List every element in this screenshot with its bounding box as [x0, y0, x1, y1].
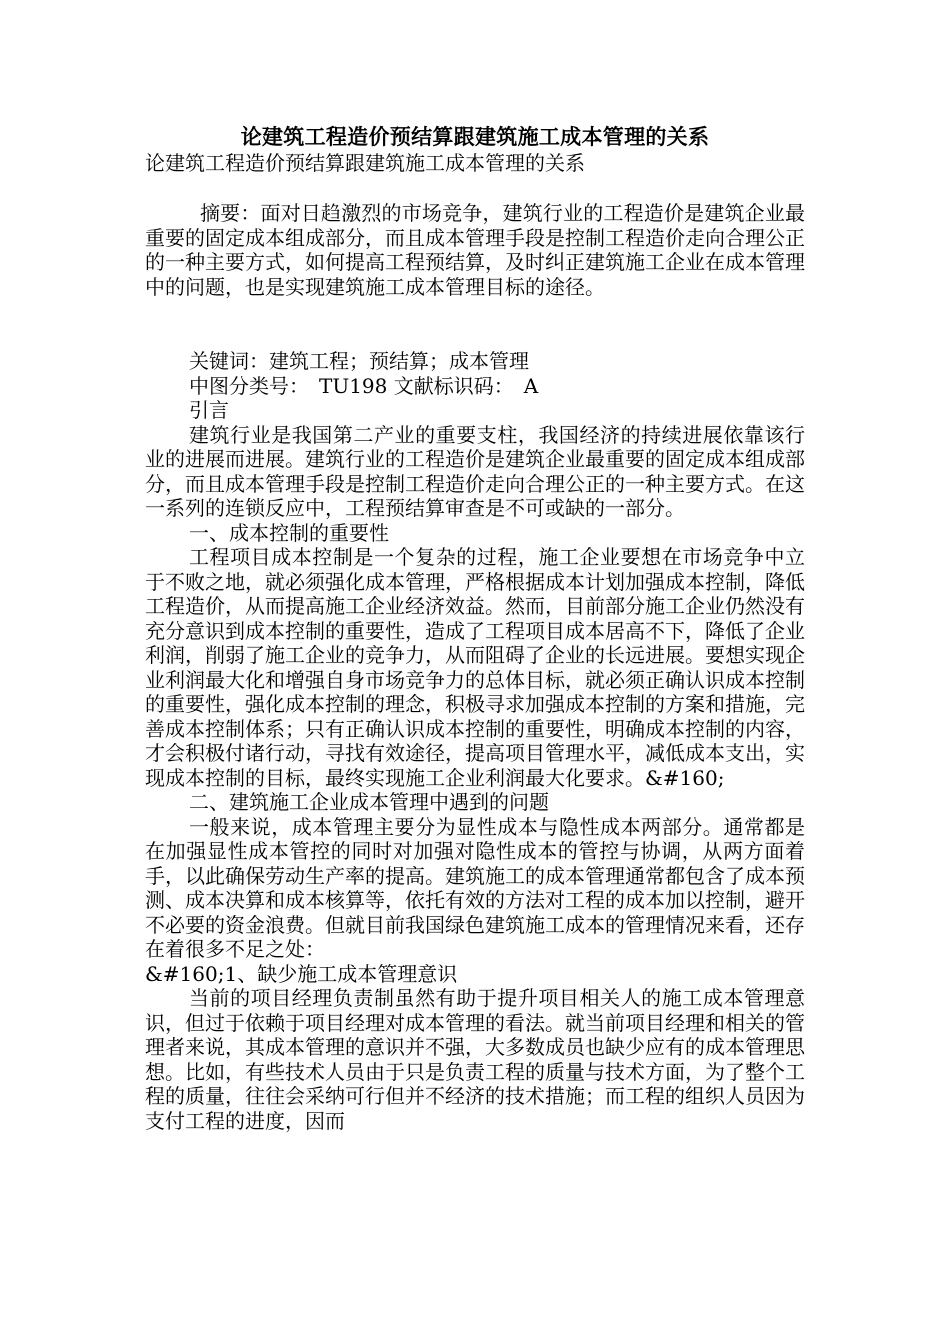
- document-subtitle: 论建筑工程造价预结算跟建筑施工成本管理的关系: [145, 151, 585, 175]
- abstract-paragraph: 摘要：面对日趋激烈的市场竞争，建筑行业的工程造价是建筑企业最重要的固定成本组成部分，而且成本管理手段是控制工程造价走向合理公正的一种主要方式，如何提高工程预结算，及时纠正建筑施工企业在成本管理中的问题，也是实现建筑施工成本管理目标的途径。: [145, 201, 805, 299]
- document-title: 论建筑工程造价预结算跟建筑施工成本管理的关系: [240, 125, 710, 149]
- abstract-block: [145, 201, 805, 299]
- intro-heading: 引言: [189, 398, 229, 422]
- section1-paragraph: 工程项目成本控制是一个复杂的过程，施工企业要想在市场竞争中立于不败之地，就必须强化成本管理，严格根据成本计划加强成本控制，降低工程造价，从而提高施工企业经济效益。然而，目前部分施工企业仍然没有充分意识到成本控制的重要性，造成了工程项目成本居高不下，降低了企业利润，削弱了施工企业的竞争力，从而阻碍了企业的长远进展。要想实现企业利润最大化和增强自身市场竞争力的总体目标，就必须正确认识成本控制的重要性，强化成本控制的理念，积极寻求加强成本控制的方案和措施，完善成本控制体系；只有正确认识成本控制的重要性，明确成本控制的内容，才会积极付诸行动，寻找有效途径，提高项目管理水平，减低成本支出，实现成本控制的目标，最终实现施工企业利润最大化要求。&#160;: [145, 545, 805, 790]
- section1-heading: 一、成本控制的重要性: [189, 520, 389, 545]
- section2-heading: 二、建筑施工企业成本管理中遇到的问题: [189, 790, 549, 814]
- subsection1-paragraph: 当前的项目经理负责制虽然有助于提升项目相关人的施工成本管理意识，但过于依赖于项目经理对成本管理的看法。就当前项目经理和相关的管理者来说，其成本管理的意识并不强，大多数成员也缺少应有的成本管理思想。比如，有些技术人员由于只是负责工程的质量与技术方面，为了整个工程的质量，往往会采纳可行但并不经济的技术措施；而工程的组织人员因为支付工程的进度，因而: [145, 986, 805, 1133]
- subsection1-heading: &#160;1、缺少施工成本管理意识: [145, 961, 458, 986]
- main-content: [145, 349, 805, 1133]
- keywords-line: 关键词：建筑工程；预结算；成本管理: [189, 349, 529, 373]
- section2-paragraph: 一般来说，成本管理主要分为显性成本与隐性成本两部分。通常都是在加强显性成本管控的同时对加强对隐性成本的管控与协调，从两方面着手，以此确保劳动生产率的提高。建筑施工的成本管理通常都包含了成本预测、成本决算和成本核算等，依托有效的方法对工程的成本加以控制，避开不必要的资金浪费。但就目前我国绿色建筑施工成本的管理情况来看，还存在着很多不足之处：: [145, 814, 805, 961]
- intro-paragraph: 建筑行业是我国第二产业的重要支柱，我国经济的持续进展依靠该行业的进展而进展。建筑行业的工程造价是建筑企业最重要的固定成本组成部分，而且成本管理手段是控制工程造价走向合理公正的一种主要方式。在这一系列的连锁反应中，工程预结算审查是不可或缺的一部分。: [145, 422, 805, 520]
- classification-line: 中图分类号： TU198 文献标识码： A: [189, 373, 539, 398]
